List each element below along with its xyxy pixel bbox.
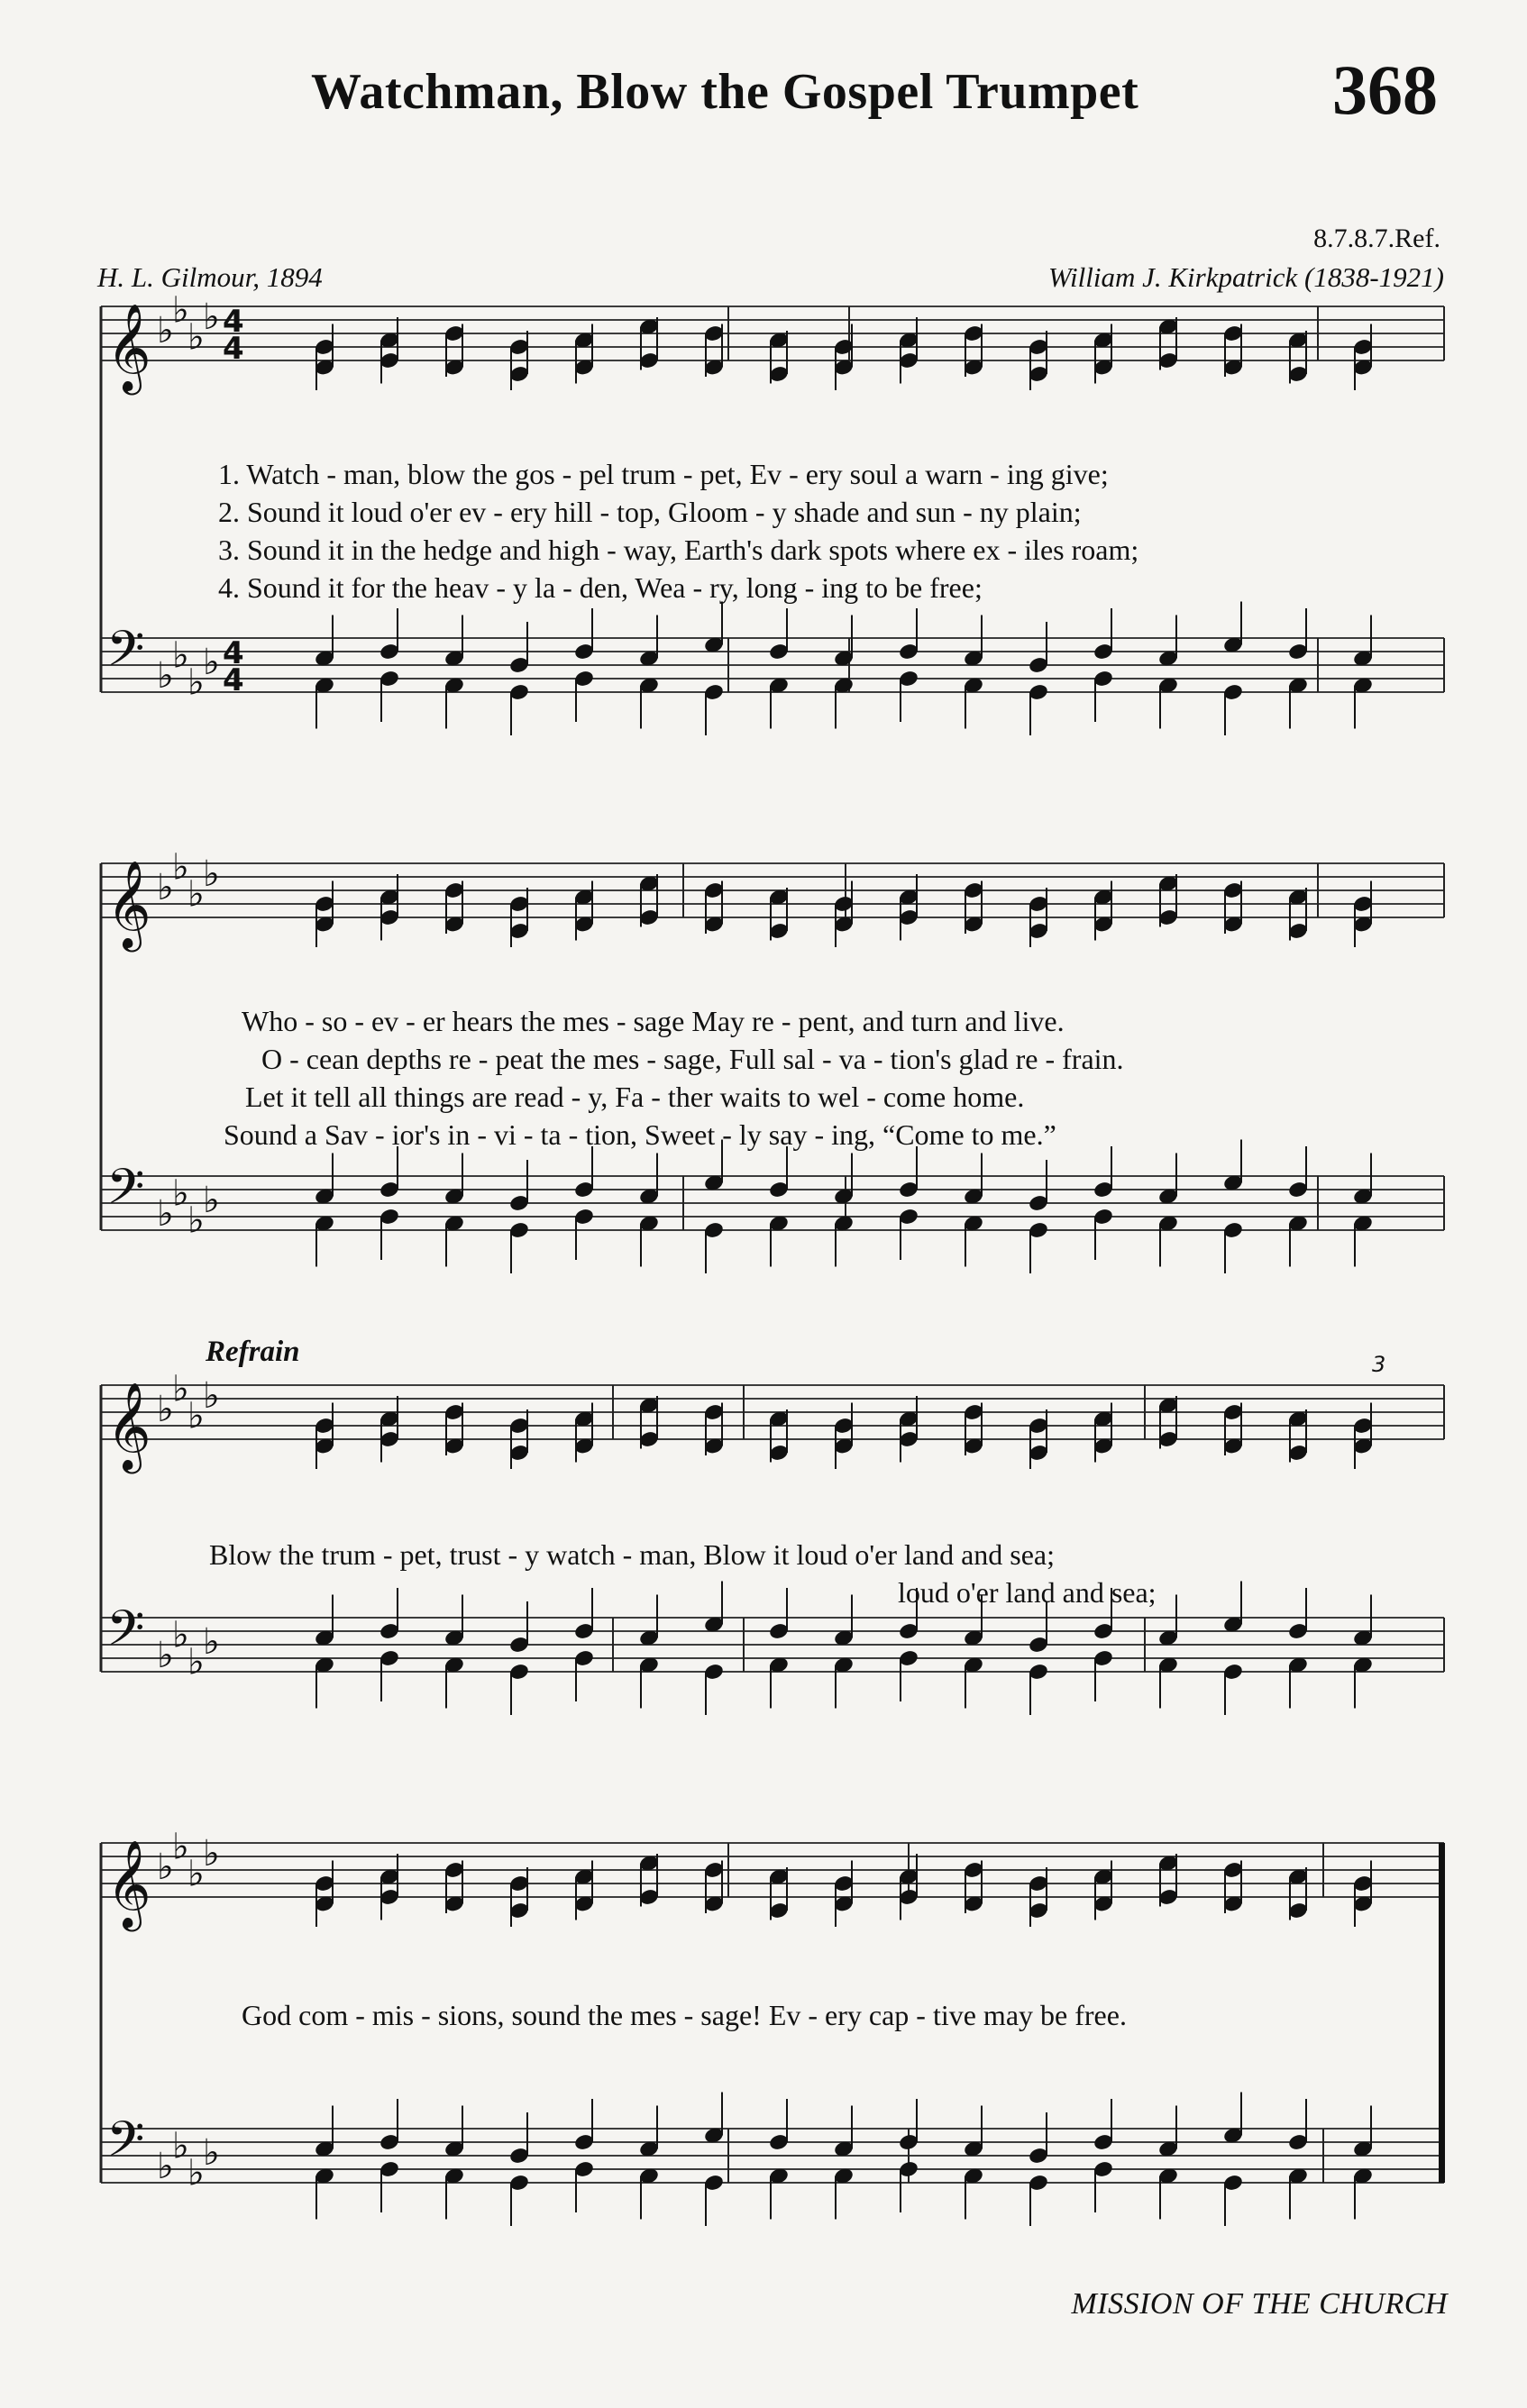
flat-icon: ♭	[187, 1199, 205, 1242]
verse-3-line-2: Let it tell all things are read - y, Fa - ther waits to wel - come home.	[245, 1081, 1025, 1113]
treble-clef-icon: 𝄞	[106, 1839, 151, 1928]
verse-4-line-2: Sound a Sav - ior's in - vi - ta - tion, Sweet - ly say - ing, “Come to me.”	[224, 1118, 1056, 1151]
verse-2-line-1: 2. Sound it loud o'er ev - ery hill - top, Gloom - y shade and sun - ny plain;	[218, 496, 1082, 528]
flat-icon: ♭	[157, 1389, 174, 1430]
flat-icon: ♭	[157, 2146, 174, 2187]
treble-clef-icon: 𝄞	[106, 860, 151, 948]
flat-icon: ♭	[203, 1180, 220, 1221]
flat-icon: ♭	[203, 1833, 220, 1874]
flat-icon: ♭	[172, 1172, 189, 1215]
time-signature: 4	[223, 331, 244, 367]
flat-icon: ♭	[157, 310, 174, 351]
treble-clef-icon: 𝄞	[106, 303, 151, 391]
final-bar	[1439, 1843, 1445, 2183]
flat-icon: ♭	[203, 642, 220, 683]
flat-icon: ♭	[157, 867, 174, 908]
flat-icon: ♭	[187, 873, 205, 916]
refrain-line-1: Blow the trum - pet, trust - y watch - man, Blow it loud o'er land and sea;	[209, 1538, 1056, 1571]
time-signature: 4	[223, 662, 244, 698]
flat-icon: ♭	[172, 1826, 189, 1868]
notes	[314, 317, 1374, 2226]
flat-icon: ♭	[157, 1635, 174, 1676]
refrain-echo: loud o'er land and sea;	[898, 1576, 1157, 1609]
bass-clef-icon: 𝄢	[106, 2111, 145, 2180]
verse-3-line-1: 3. Sound it in the hedge and high - way, Earth's dark spots where ex - iles roam;	[218, 534, 1139, 566]
flat-icon: ♭	[187, 1395, 205, 1437]
flat-icon: ♭	[172, 1614, 189, 1656]
flat-icon: ♭	[172, 289, 189, 332]
flat-icon: ♭	[203, 1621, 220, 1663]
flat-icon: ♭	[157, 655, 174, 697]
flat-icon: ♭	[187, 1853, 205, 1895]
hymn-number: 368	[1332, 50, 1438, 129]
flat-icon: ♭	[187, 316, 205, 359]
time-signature: 4	[223, 635, 244, 671]
bass-clef-icon: 𝄢	[106, 620, 145, 689]
bass-clef-icon: 𝄢	[106, 1600, 145, 1669]
flat-icon: ♭	[187, 661, 205, 704]
lyricist-credit: H. L. Gilmour, 1894	[97, 261, 323, 293]
refrain-label: Refrain	[206, 1336, 300, 1368]
section-footer: MISSION OF THE CHURCH	[1071, 2287, 1448, 2321]
verse-1-line-2: Who - so - ev - er hears the mes - sage May re - pent, and turn and live.	[242, 1005, 1065, 1037]
flat-icon: ♭	[187, 2152, 205, 2194]
flat-icon: ♭	[203, 853, 220, 895]
hymn-title: Watchman, Blow the Gospel Trumpet	[311, 64, 1139, 120]
flat-icon: ♭	[157, 1847, 174, 1888]
triplet-marking: 3	[1372, 1352, 1386, 1377]
flat-icon: ♭	[172, 1368, 189, 1410]
flat-icon: ♭	[203, 2132, 220, 2174]
time-signature: 4	[223, 304, 244, 340]
flat-icon: ♭	[203, 1375, 220, 1417]
verse-4-line-1: 4. Sound it for the heav - y la - den, Wea - ry, long - ing to be free;	[218, 571, 983, 604]
meter: 8.7.8.7.Ref.	[1313, 223, 1440, 253]
flat-icon: ♭	[157, 1193, 174, 1235]
composer-credit: William J. Kirkpatrick (1838-1921)	[1047, 261, 1444, 293]
flat-icon: ♭	[187, 1641, 205, 1683]
flat-icon: ♭	[172, 634, 189, 677]
bass-clef-icon: 𝄢	[106, 1158, 145, 1227]
treble-clef-icon: 𝄞	[106, 1382, 151, 1470]
verse-1-line-1: 1. Watch - man, blow the gos - pel trum - pet, Ev - ery soul a warn - ing give;	[218, 458, 1109, 490]
flat-icon: ♭	[172, 846, 189, 889]
flat-icon: ♭	[203, 296, 220, 338]
verse-2-line-2: O - cean depths re - peat the mes - sage, Full sal - va - tion's glad re - frain.	[261, 1043, 1124, 1075]
refrain-line-2: God com - mis - sions, sound the mes - sage! Ev - ery cap - tive may be free.	[242, 1999, 1127, 2031]
flat-icon: ♭	[172, 2125, 189, 2167]
